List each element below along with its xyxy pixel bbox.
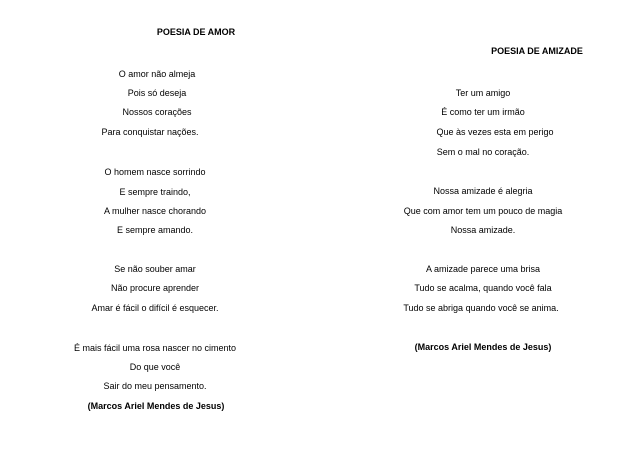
poem-line: Que às vezes esta em perigo [436,127,554,137]
poem-line: É mais fácil uma rosa nascer no cimento [73,343,237,353]
poem-line: Do que você [129,362,181,372]
poem-line: E sempre traindo, [119,187,191,197]
poem-line: Amar é fácil o difícil é esquecer. [91,303,219,313]
poem-line: Sair do meu pensamento. [103,381,207,391]
poem-line: Nossos corações [122,107,192,117]
poem-line: Tudo se abriga quando você se anima. [403,303,559,313]
poem-line: Que com amor tem um pouco de magia [403,206,563,216]
poem-line: Para conquistar nações. [101,127,199,137]
poem-right-title: POESIA DE AMIZADE [491,46,583,56]
poem-line: A mulher nasce chorando [103,206,207,216]
poem-line: Tudo se acalma, quando você fala [414,283,552,293]
poem-line: A amizade parece uma brisa [425,264,541,274]
poem-line: O homem nasce sorrindo [104,167,206,177]
poem-line: Se não souber amar [114,264,196,274]
poem-line: O amor não almeja [118,69,196,79]
poem-line: Nossa amizade. [450,225,516,235]
poem-left-title: POESIA DE AMOR [156,27,236,37]
poem-line: Pois só deseja [127,88,187,98]
poem-line: Sem o mal no coração. [436,147,530,157]
poem-line: Não procure aprender [110,283,200,293]
poem-left-author: (Marcos Ariel Mendes de Jesus) [87,401,225,411]
poem-line: Ter um amigo [455,88,511,98]
poem-line: É como ter um irmão [441,107,525,117]
poem-line: E sempre amando. [116,225,194,235]
poem-right-author: (Marcos Ariel Mendes de Jesus) [414,342,552,352]
poem-line: Nossa amizade é alegria [433,186,533,196]
